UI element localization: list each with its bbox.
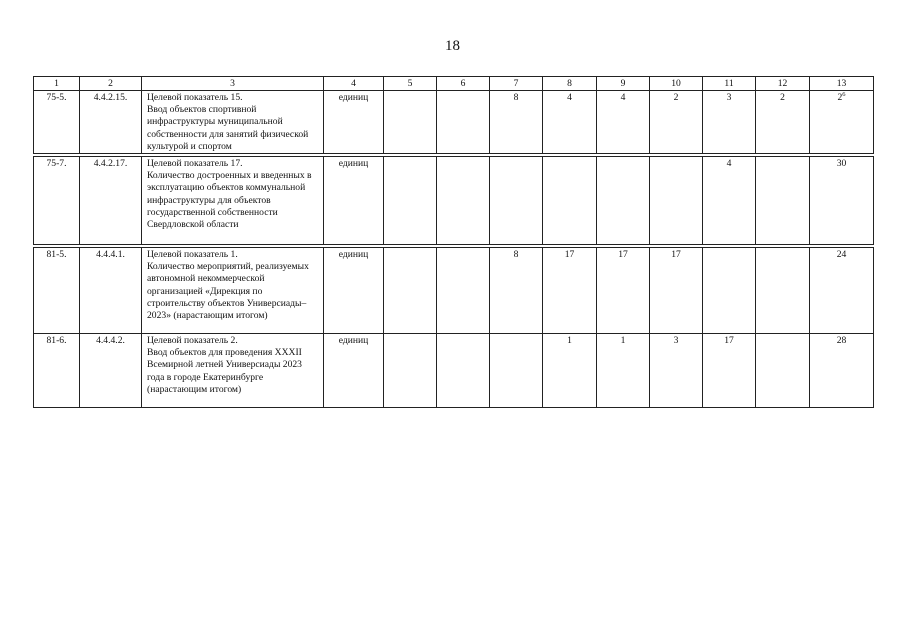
value-text: 2 — [837, 92, 843, 103]
value-cell — [384, 91, 437, 154]
table-row — [34, 157, 874, 245]
value-cell: 30 — [810, 157, 874, 245]
value-cell — [437, 248, 490, 334]
row-code: 4.4.2.15. — [80, 91, 142, 154]
column-header: 9 — [597, 77, 650, 91]
value-cell — [543, 157, 597, 245]
value-cell: 8 — [490, 248, 543, 334]
indicators-table — [33, 76, 874, 408]
column-header: 2 — [80, 77, 142, 91]
value-cell: 28 — [810, 334, 874, 408]
unit-cell: единиц — [324, 157, 384, 245]
column-header: 13 — [810, 77, 874, 91]
value-cell — [490, 157, 543, 245]
unit-cell: единиц — [324, 91, 384, 154]
indicator-name: Целевой показатель 2. Ввод объектов для проведения XXXII Всемирной летней Универсиады 2023 года в городе Екатеринбурге (нарастающим итогом) — [142, 334, 324, 408]
unit-cell: единиц — [324, 334, 384, 408]
column-header: 5 — [384, 77, 437, 91]
value-cell: 2 — [650, 91, 703, 154]
value-cell: 17 — [597, 248, 650, 334]
value-cell — [490, 334, 543, 408]
value-cell: 3 — [650, 334, 703, 408]
column-header: 3 — [142, 77, 324, 91]
value-cell — [650, 157, 703, 245]
value-cell: 8 — [490, 91, 543, 154]
value-cell — [437, 334, 490, 408]
value-cell: 4 — [597, 91, 650, 154]
row-code: 4.4.2.17. — [80, 157, 142, 245]
table-header-row — [34, 77, 874, 91]
value-cell: 1 — [597, 334, 650, 408]
column-header: 10 — [650, 77, 703, 91]
value-cell — [597, 157, 650, 245]
value-cell — [756, 157, 810, 245]
unit-cell: единиц — [324, 248, 384, 334]
value-cell — [437, 157, 490, 245]
value-cell — [756, 334, 810, 408]
table-row — [34, 334, 874, 408]
value-cell — [384, 157, 437, 245]
column-header: 12 — [756, 77, 810, 91]
column-header: 8 — [543, 77, 597, 91]
value-cell: 4 — [543, 91, 597, 154]
column-header: 1 — [34, 77, 80, 91]
row-number: 75-7. — [34, 157, 80, 245]
row-number: 81-6. — [34, 334, 80, 408]
row-number: 75-5. — [34, 91, 80, 154]
footnote-mark: 6 — [842, 90, 846, 98]
value-cell — [756, 248, 810, 334]
row-code: 4.4.4.1. — [80, 248, 142, 334]
value-cell: 3 — [703, 91, 756, 154]
table-row — [34, 248, 874, 334]
value-cell — [437, 91, 490, 154]
value-cell: 1 — [543, 334, 597, 408]
indicator-name: Целевой показатель 15. Ввод объектов спортивной инфраструктуры муниципальной собственности для занятий физической культурой и спортом — [142, 91, 324, 154]
page-number: 18 — [445, 38, 460, 54]
value-cell — [810, 91, 874, 154]
table-row — [34, 91, 874, 154]
value-cell: 17 — [703, 334, 756, 408]
value-cell: 4 — [703, 157, 756, 245]
value-cell — [384, 334, 437, 408]
column-header: 7 — [490, 77, 543, 91]
indicator-name: Целевой показатель 1. Количество мероприятий, реализуемых автономной некоммерческой организацией «Дирекция по строительству объектов Универсиады–2023» (нарастающим итогом) — [142, 248, 324, 334]
value-cell — [703, 248, 756, 334]
indicator-name: Целевой показатель 17. Количество достроенных и введенных в эксплуатацию объектов коммунальной инфраструктуры для объектов государственной собственности Свердловской области — [142, 157, 324, 245]
value-cell — [384, 248, 437, 334]
row-number: 81-5. — [34, 248, 80, 334]
value-cell: 24 — [810, 248, 874, 334]
column-header: 4 — [324, 77, 384, 91]
value-cell: 17 — [543, 248, 597, 334]
row-code: 4.4.4.2. — [80, 334, 142, 408]
value-cell: 2 — [756, 91, 810, 154]
column-header: 6 — [437, 77, 490, 91]
column-header: 11 — [703, 77, 756, 91]
value-cell: 17 — [650, 248, 703, 334]
